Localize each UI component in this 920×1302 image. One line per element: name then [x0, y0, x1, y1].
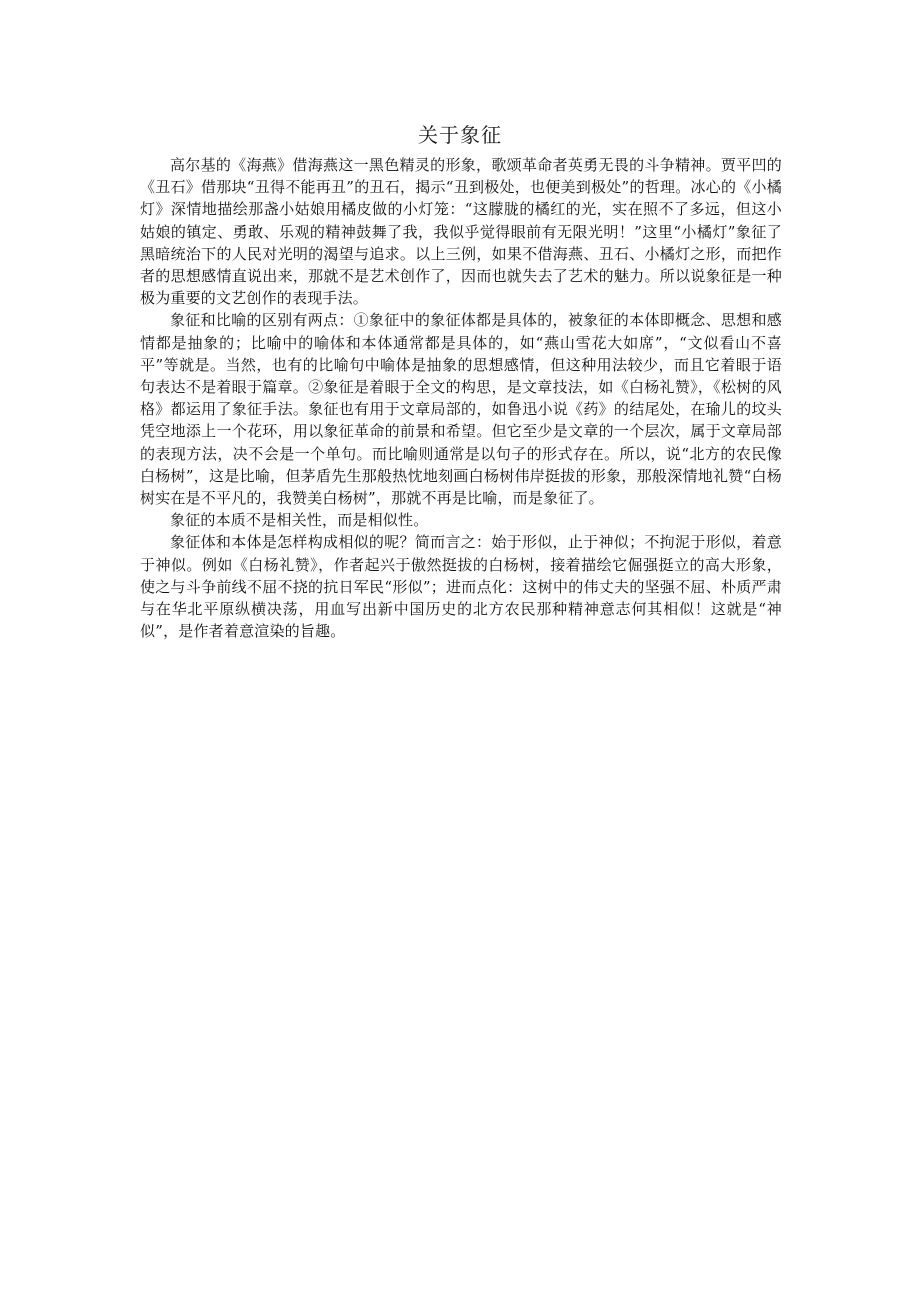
- paragraph-similarity: 象征体和本体是怎样构成相似的呢？简而言之：始于形似，止于神似；不拘泥于形似，着意于神似。例如《白杨礼赞》，作者起兴于傲然挺拔的白杨树，接着描绘它倔强挺立的高大形象，使之与斗争前线不屈不挠的抗日军民“形似”；进而点化：这树中的伟丈夫的坚强不屈、朴质严肃与在华北平原纵横决荡，用血写出新中国历史的北方农民那种精神意志何其相似！这就是“神似”，是作者着意渲染的旨趣。: [140, 533, 782, 641]
- paragraph-essence: 象征的本质不是相关性，而是相似性。: [170, 511, 429, 530]
- paragraph-symbol-vs-metaphor: 象征和比喻的区别有两点：①象征中的象征体都是具体的，被象征的本体即概念、思想和感情都是抽象的；比喻中的喻体和本体通常都是具体的，如“燕山雪花大如席”，“文似看山不喜平”等就是。当然，也有的比喻句中喻体是抽象的思想感情，但这种用法较少，而且它着眼于语句表达不是着眼于篇章。②象征是着眼于全文的构思，是文章技法，如《白杨礼赞》，《松树的风格》都运用了象征手法。象征也有用于文章局部的，如鲁迅小说《药》的结尾处，在瑜儿的坟头凭空地添上一个花环，用以象征革命的前景和希望。但它至少是文章的一个层次，属于文章局部的表现方法，决不会是一个单句。而比喻则通常是以句子的形式存在。所以，说“北方的农民像白杨树”，这是比喻，但茅盾先生那般热忱地刻画白杨树伟岸挺拔的形象，那般深情地礼赞“白杨树实在是不平凡的，我赞美白杨树”，那就不再是比喻，而是象征了。: [140, 311, 782, 508]
- document-body: [140, 154, 782, 642]
- document-title: 关于象征: [418, 123, 502, 147]
- paragraph-haiyan-example: 高尔基的《海燕》借海燕这一黑色精灵的形象，歌颂革命者英勇无畏的斗争精神。贾平凹的《丑石》借那块“丑得不能再丑”的丑石，揭示“丑到极处，也便美到极处”的哲理。冰心的《小橘灯》深情地描绘那盏小姑娘用橘皮做的小灯笼：“这朦胧的橘红的光，实在照不了多远，但这小姑娘的镇定、勇敢、乐观的精神鼓舞了我，我似乎觉得眼前有无限光明！”这里“小橘灯”象征了黑暗统治下的人民对光明的渴望与追求。以上三例，如果不借海燕、丑石、小橘灯之形，而把作者的思想感情直说出来，那就不是艺术创作了，因而也就失去了艺术的魅力。所以说象征是一种极为重要的文艺创作的表现手法。: [140, 156, 782, 308]
